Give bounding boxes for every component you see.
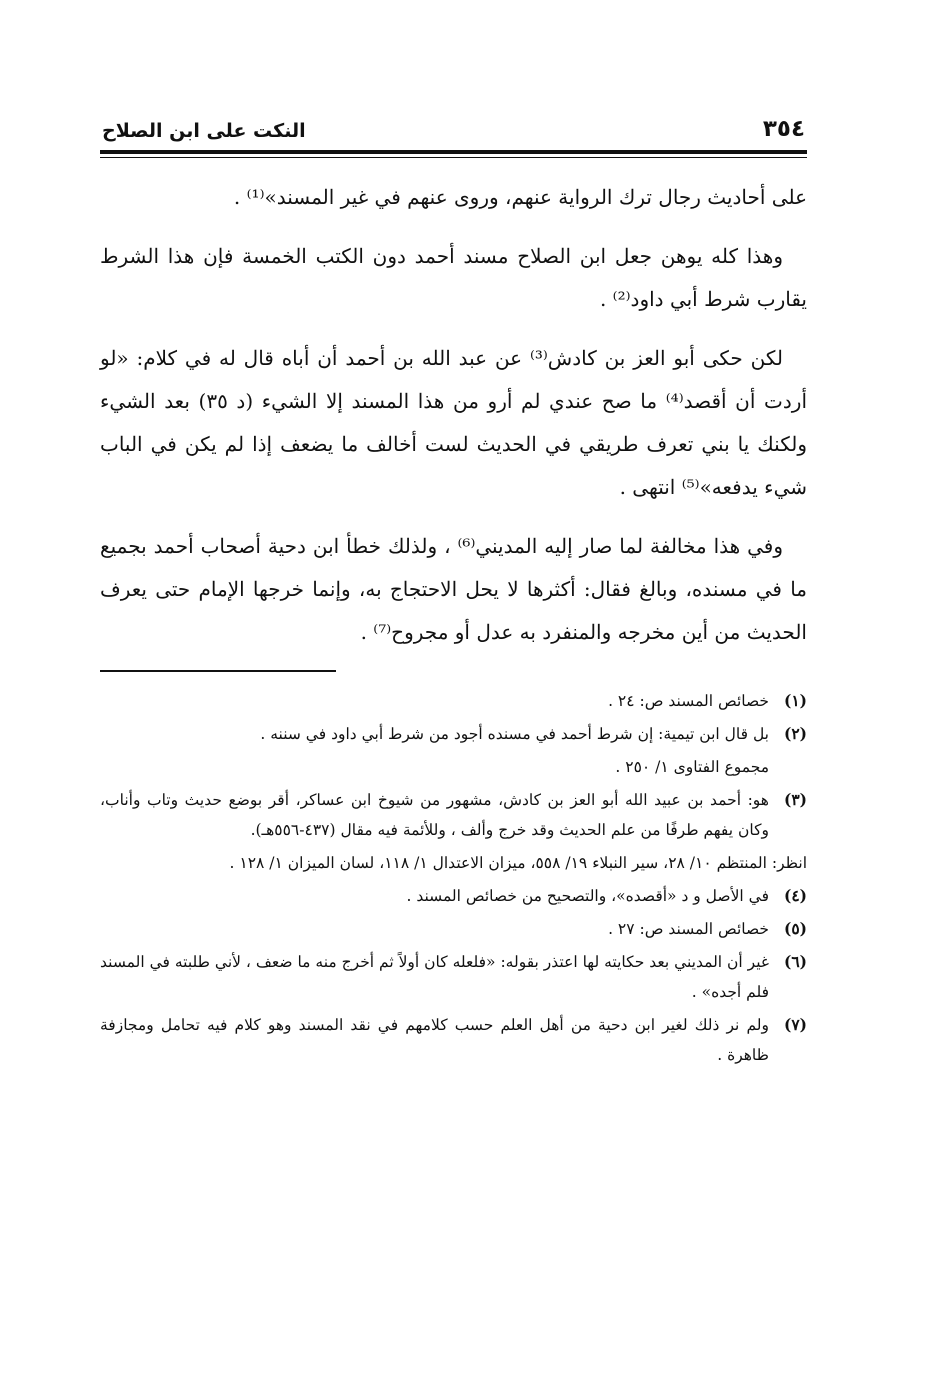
running-title: النكت على ابن الصلاح (102, 120, 306, 142)
footnote-5 (100, 914, 807, 944)
footnote-number: (٢) (783, 724, 807, 743)
footnote-divider (100, 670, 336, 672)
paragraph-3: لكن حكى أبو العز بن كادش⁽³⁾ عن عبد الله بن أحمد أن أباه قال له في كلام: «لو أردت أن أقصد⁽⁴⁾ ما صح عندي لم أرو من هذا المسند إلا الشيء (د ٣٥) بعد الشيء ولكنك يا بني تعرف طريقي في الحديث لست أخالف ما يضعف إذا لم يكن في الباب شيء يدفعه»⁽⁵⁾ انتهى . (100, 346, 807, 499)
footnote-number: (١) (783, 691, 807, 710)
paragraph-2: وهذا كله يوهن جعل ابن الصلاح مسند أحمد دون الكتب الخمسة فإن هذا الشرط يقارب شرط أبي داود⁽²⁾ . (100, 244, 807, 311)
footnote-text: بل قال ابن تيمية: إن شرط أحمد في مسنده أجود من شرط أبي داود في سننه . (260, 725, 769, 743)
footnote-number: (٦) (783, 952, 807, 971)
footnote-4 (100, 881, 807, 911)
book-page (100, 108, 807, 1073)
header-rule (100, 150, 807, 158)
page-number: ٣٥٤ (762, 116, 805, 142)
footnote-number: (٤) (783, 886, 807, 905)
paragraph-1: على أحاديث رجال ترك الرواية عنهم، وروى عنهم في غير المسند»⁽¹⁾ . (233, 185, 807, 209)
footnote-6 (100, 947, 807, 1007)
footnote-number: (٣) (783, 790, 807, 809)
footnote-1 (100, 686, 807, 716)
footnote-number: (٧) (783, 1015, 807, 1034)
footnote-text: خصائص المسند ص: ٢٤ . (608, 692, 769, 710)
footnote-text: ولم نر ذلك لغير ابن دحية من أهل العلم حسب كلامهم في نقد المسند وهو كلام فيه تحامل ومجازفة ظاهرة . (100, 1016, 769, 1064)
footnote-text: خصائص المسند ص: ٢٧ . (608, 920, 769, 938)
footnotes (100, 686, 807, 1070)
main-text (100, 176, 807, 654)
footnote-2 (100, 719, 807, 749)
footnote-number: (٥) (783, 919, 807, 938)
footnote-text: غير أن المديني بعد حكايته لها اعتذر بقوله: «فلعله كان أولاً ثم أخرج منه ما ضعف ، لأني طلبته في المسند فلم أجده» . (100, 953, 769, 1001)
running-header (100, 108, 807, 142)
footnote-3 (100, 785, 807, 845)
footnote-text: في الأصل و د «أقصده»، والتصحيح من خصائص المسند . (406, 887, 769, 905)
footnote-3-continuation: انظر: المنتظم ١٠/ ٢٨، سير النبلاء ١٩/ ٥٥٨، ميزان الاعتدال ١/ ١١٨، لسان الميزان ١/ ١٢٨ . (229, 854, 807, 872)
paragraph-4: وفي هذا مخالفة لما صار إليه المديني⁽⁶⁾ ، ولذلك خطأ ابن دحية أصحاب أحمد بجميع ما في مسنده، وبالغ فقال: أكثرها لا يحل الاحتجاج به، وإنما خرجها الإمام حتى يعرف الحديث من أين مخرجه والمنفرد به عدل أو مجروح⁽⁷⁾ . (100, 534, 807, 644)
footnote-7 (100, 1010, 807, 1070)
footnote-2-continuation: مجموع الفتاوى ١/ ٢٥٠ . (615, 758, 769, 776)
footnote-text: هو: أحمد بن عبيد الله أبو العز بن كادش، مشهور من شيوخ ابن عساكر، أقر بوضع حديث وتاب وأناب، وكان يفهم طرفًا من علم الحديث وقد خرج وألف ، وللأئمة فيه مقال (٤٣٧-٥٥٦هـ). (100, 791, 769, 839)
